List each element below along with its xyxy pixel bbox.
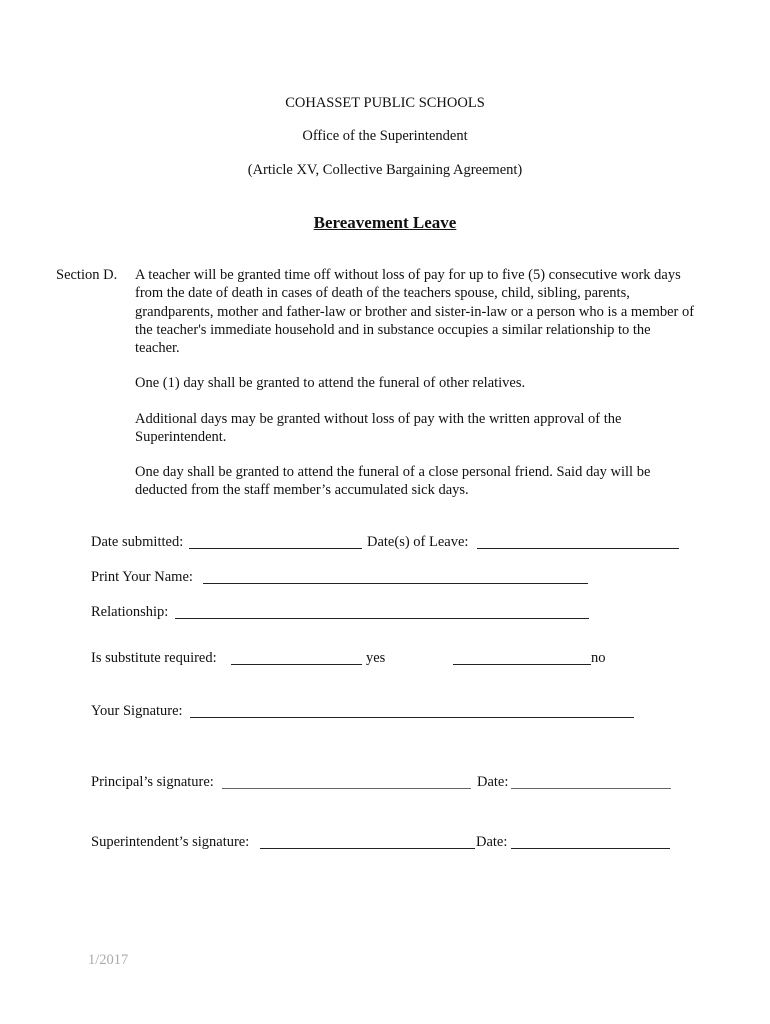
paragraph-personal-friend: One day shall be granted to attend the funeral of a close personal friend. Said day will be deducted from the staff member’s accumulated sick days. — [135, 464, 651, 499]
paragraph-bereavement-terms: A teacher will be granted time off without loss of pay for up to five (5) consecutive work days from the date of death in cases of death of the teachers spouse, child, sibling, parents, grandparents, mother and father-law or brother and sister-in-law or a person who is a member of the teacher's immediate household and in substance occupies a similar relationship to the teacher. — [135, 267, 695, 357]
superintendent-signature-label: Superintendent’s signature: — [91, 834, 250, 850]
document-title: Bereavement Leave — [313, 213, 457, 232]
principal-signature-label: Principal’s signature: — [91, 774, 214, 790]
dates-of-leave-field[interactable] — [477, 548, 679, 549]
superintendent-signature-field[interactable] — [260, 848, 475, 849]
substitute-no-label: no — [591, 650, 606, 666]
office-name: Office of the Superintendent — [302, 128, 468, 144]
substitute-yes-field[interactable] — [231, 664, 362, 665]
relationship-label: Relationship: — [91, 604, 169, 620]
principal-date-field[interactable] — [511, 788, 671, 789]
date-submitted-label: Date submitted: — [91, 534, 184, 550]
paragraph-additional-days: Additional days may be granted without loss of pay with the written approval of the Superintendent. — [135, 411, 622, 446]
print-name-label: Print Your Name: — [91, 569, 193, 585]
date-submitted-field[interactable] — [189, 548, 362, 549]
article-reference: (Article XV, Collective Bargaining Agreement) — [247, 162, 523, 178]
print-name-field[interactable] — [203, 583, 588, 584]
dates-of-leave-label: Date(s) of Leave: — [367, 534, 469, 550]
school-name: COHASSET PUBLIC SCHOOLS — [285, 95, 485, 111]
paragraph-other-relatives: One (1) day shall be granted to attend the funeral of other relatives. — [135, 375, 526, 391]
principal-date-label: Date: — [477, 774, 509, 790]
substitute-required-label: Is substitute required: — [91, 650, 217, 666]
your-signature-label: Your Signature: — [91, 703, 183, 719]
section-label: Section D. — [56, 267, 118, 283]
principal-signature-field[interactable] — [222, 788, 471, 789]
your-signature-field[interactable] — [190, 717, 634, 718]
substitute-yes-label: yes — [366, 650, 386, 666]
substitute-no-field[interactable] — [453, 664, 591, 665]
superintendent-date-field[interactable] — [511, 848, 670, 849]
relationship-field[interactable] — [175, 618, 589, 619]
superintendent-date-label: Date: — [476, 834, 508, 850]
revision-date: 1/2017 — [88, 952, 129, 968]
